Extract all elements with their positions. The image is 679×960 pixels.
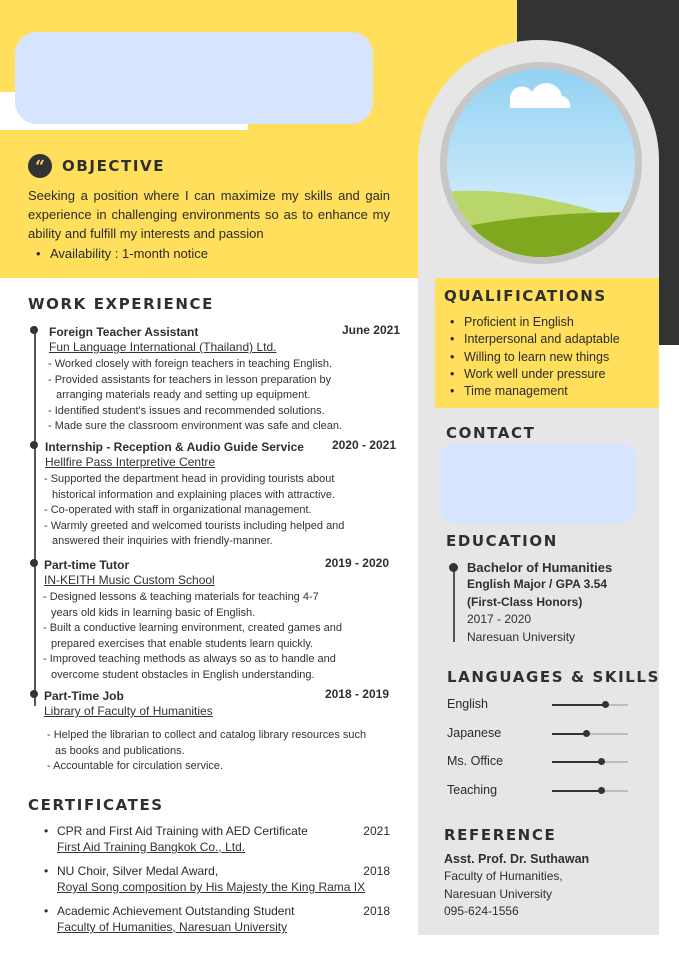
contact-title: CONTACT [446, 424, 536, 442]
qualifications-list [450, 314, 620, 400]
job-org-link[interactable]: Hellfire Pass Interpretive Centre [45, 455, 216, 469]
job-bullet: - Worked closely with foreign teachers in teaching English. [48, 358, 333, 370]
job-title: Part-Time Job [44, 689, 124, 703]
job-bullet: - Accountable for circulation service. [47, 760, 224, 772]
job-bullet: - Improved teaching methods as always so as to handle and overcome student obstacles in English understanding. [43, 653, 336, 681]
job-date: 2020 - 2021 [331, 438, 396, 452]
job-4 [41, 687, 389, 775]
reference-line2: Naresuan University [444, 886, 553, 901]
job-2 [42, 438, 396, 550]
skills-title: LANGUAGES & SKILLS [447, 668, 660, 686]
skill-bar [552, 733, 628, 735]
education-dot [449, 563, 458, 572]
skill-bar-fill [552, 761, 601, 763]
skill-name: English [447, 697, 488, 711]
qualification-item: • Time management [450, 383, 620, 400]
quote-icon: “ [28, 154, 52, 178]
landscape-icon [440, 62, 642, 264]
job-bullet: - Identified student's issues and recommended solutions. [48, 404, 325, 417]
certificate-item: • CPR and First Aid Training with AED Certificate 2021 First Aid Training Bangkok Co., Ltd. [44, 824, 390, 854]
certificate-org-link[interactable]: Royal Song composition by His Majesty the King Rama IX [57, 880, 366, 894]
reference-line1: Faculty of Humanities, [444, 869, 563, 884]
education-timeline-line [453, 564, 455, 642]
skill-row [447, 754, 637, 783]
education-block [467, 559, 612, 646]
contact-placeholder [439, 443, 636, 523]
skill-bar-knob [583, 730, 590, 737]
job-bullets [42, 472, 396, 550]
timeline-dot [30, 441, 38, 449]
skill-row [447, 697, 637, 726]
job-bullet: - Built a conductive learning environment, created games and prepared exercises that enable students learn quickly. [43, 622, 343, 650]
job-bullet: - Made sure the classroom environment was safe and clean. [48, 420, 343, 432]
availability-list [36, 246, 208, 261]
qualification-item: • Interpersonal and adaptable [450, 331, 620, 348]
name-placeholder [15, 32, 373, 124]
job-bullet: - Co-operated with staff in organizational management. [44, 504, 312, 516]
job-title: Part-time Tutor [44, 558, 130, 572]
timeline-line [34, 326, 36, 706]
education-title: EDUCATION [446, 532, 558, 550]
skill-bar [552, 790, 628, 792]
skill-bar-knob [598, 758, 605, 765]
job-bullet: - Warmly greeted and welcomed tourists including helped and answered their inquiries with friendly-manner. [44, 519, 345, 547]
education-school: Naresuan University [467, 629, 576, 644]
skill-name: Teaching [447, 782, 498, 797]
skill-bar [552, 704, 628, 706]
certificate-year: 2021 [363, 824, 390, 838]
skills-list [447, 697, 637, 811]
certificates-list [44, 824, 392, 944]
certificate-year: 2018 [363, 864, 390, 878]
certificates-title: CERTIFICATES [28, 796, 164, 814]
qualification-item: • Willing to learn new things [450, 349, 620, 366]
job-bullets [46, 357, 400, 435]
job-title: Internship - Reception & Audio Guide Service [45, 440, 304, 454]
skill-bar-fill [552, 790, 601, 792]
skill-name: Ms. Office [447, 754, 504, 768]
education-years: 2017 - 2020 [467, 612, 532, 627]
timeline-dot [30, 559, 38, 567]
job-date: 2019 - 2020 [324, 556, 389, 570]
job-bullet: - Supported the department head in providing tourists about historical information and explaining places with attractive. [44, 473, 336, 501]
objective-text: Seeking a position where I can maximize my skills and gain experience in challenging environments so as to enhance my ability and fulfill my interests and passion [28, 188, 390, 241]
skill-bar-fill [552, 733, 586, 735]
reference-name: Asst. Prof. Dr. Suthawan [444, 852, 590, 866]
job-bullets [41, 590, 389, 683]
certificate-item: • Academic Achievement Outstanding Student 2018 Faculty of Humanities, Naresuan University [44, 904, 390, 934]
reference-title: REFERENCE [444, 826, 557, 844]
skill-bar [552, 761, 628, 763]
certificate-org-link[interactable]: First Aid Training Bangkok Co., Ltd. [57, 840, 246, 854]
job-bullet: - Provided assistants for teachers in lesson preparation by arranging materials ready and setting up equipment. [48, 373, 332, 401]
reference-block [444, 851, 589, 921]
skill-name: Japanese [447, 725, 502, 740]
skill-bar-knob [598, 787, 605, 794]
profile-photo [440, 62, 642, 264]
qualification-item: • Proficient in English [450, 314, 620, 331]
certificate-item: • NU Choir, Silver Medal Award, 2018 Royal Song composition by His Majesty the King Rama IX [44, 864, 390, 894]
skill-row [447, 783, 637, 812]
certificate-name: NU Choir, Silver Medal Award, [57, 864, 219, 878]
job-title: Foreign Teacher Assistant [49, 325, 199, 339]
job-bullet: - Helped the librarian to collect and catalog library resources such as books and publications. [47, 729, 367, 757]
certificate-name: Academic Achievement Outstanding Student [57, 904, 295, 918]
job-bullets [41, 728, 389, 775]
certificate-name: CPR and First Aid Training with AED Certificate [57, 824, 308, 838]
job-bullet: - Designed lessons & teaching materials for teaching 4-7 years old kids in learning basic of English. [43, 591, 319, 619]
reference-phone: 095-624-1556 [444, 904, 519, 919]
certificate-org-link[interactable]: Faculty of Humanities, Naresuan University [57, 920, 288, 934]
education-honors: (First-Class Honors) [467, 594, 583, 609]
job-1 [46, 323, 400, 435]
objective-title: OBJECTIVE [62, 157, 166, 175]
job-org-link[interactable]: Fun Language International (Thailand) Ltd. [49, 340, 277, 354]
timeline-dot [30, 326, 38, 334]
job-org-link[interactable]: Library of Faculty of Humanities [44, 704, 213, 718]
qualification-item: • Work well under pressure [450, 366, 620, 383]
skill-bar-knob [602, 701, 609, 708]
job-org-link[interactable]: IN-KEITH Music Custom School [44, 573, 215, 587]
availability-item: • Availability : 1-month notice [36, 246, 208, 261]
work-title: WORK EXPERIENCE [28, 295, 214, 313]
qualifications-title: QUALIFICATIONS [444, 287, 607, 305]
skill-row [447, 726, 637, 755]
education-major: English Major / GPA 3.54 [467, 577, 608, 592]
job-3 [41, 556, 389, 683]
education-degree: Bachelor of Humanities [467, 560, 613, 575]
skill-bar-fill [552, 704, 605, 706]
job-date: June 2021 [341, 323, 400, 337]
job-date: 2018 - 2019 [324, 687, 389, 701]
certificate-year: 2018 [363, 904, 390, 918]
timeline-dot [30, 690, 38, 698]
